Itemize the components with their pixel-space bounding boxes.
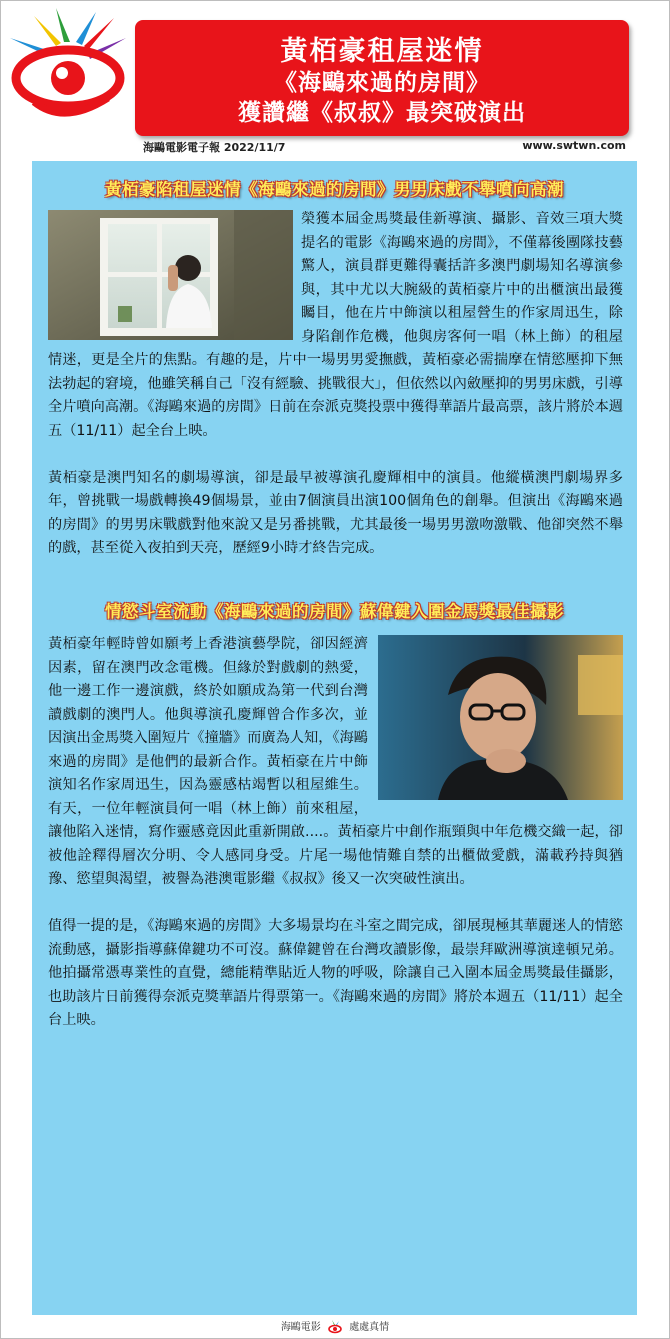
- section-1-paragraph-2: 黃栢豪是澳門知名的劇場導演，卻是最早被導演孔慶輝相中的演員。他縱橫澳門劇場界多年，曾挑戰一場戲轉換49個場景，並由7個演員出演100個角色的創舉。但演出《海鷗來過的房間》的男男床戰戲對他來說又是另番挑戰，尤其最後一場男男激吻激戰、他卻突然不舉的戲，甚至從入夜拍到天亮，歷經9小時才終告完成。: [48, 469, 623, 556]
- seagull-eye-logo: [4, 2, 134, 127]
- title-line-3: 獲讚繼《叔叔》最突破演出: [238, 100, 526, 126]
- headline-1: 黃栢豪陷租屋迷情《海鷗來過的房間》男男床戲不舉噴向高潮: [105, 180, 564, 199]
- title-line-2: 《海鷗來過的房間》: [274, 70, 490, 96]
- section-2: [48, 633, 623, 1056]
- footer-brand-left: 海鷗電影: [280, 1322, 321, 1333]
- section-2-paragraph-2: 值得一提的是，《海鷗來過的房間》大多場景均在斗室之間完成，卻展現極其華麗迷人的情慾流動感，攝影指導蘇偉鍵功不可沒。蘇偉鍵曾在台灣攻讀影像，最崇拜歐洲導演達頓兄弟。他拍攝常憑專業性的直覺，總能精準貼近人物的呼吸，除讓自己入圍本屆金馬獎最佳攝影，也助該片日前獲得奈派克獎華語片得票第一。《海鷗來過的房間》將於本週五（11/11）起全台上映。: [48, 918, 623, 1028]
- footer: [0, 1318, 670, 1334]
- publisher-date: 海鷗電影電子報 2022/11/7: [143, 141, 286, 154]
- portrait-photo: [378, 635, 623, 800]
- footer-logo-icon: [327, 1320, 343, 1334]
- headline-2: 情慾斗室流動《海鷗來過的房間》蘇偉鍵入圍金馬獎最佳攝影: [105, 602, 564, 621]
- article-panel: [32, 161, 637, 1315]
- window-photo: [48, 210, 293, 340]
- section-1-paragraph-1: 榮獲本屆金馬獎最佳新導演、攝影、音效三項大獎提名的電影《海鷗來過的房間》，不僅幕後團隊技藝驚人，演員群更難得囊括許多澳門劇場知名導演參與，其中尤以大腕級的黃栢豪片中的出櫃演出最獲矚目，他在片中飾演以租屋營生的作家周迅生，除身陷創作危機，他與房客何一唱（林上飾）的租屋情迷，更是全片的焦點。有趣的是，片中一場男男愛撫戲，黃栢豪必需揣摩在情慾壓抑下無法勃起的窘境，他雖笑稱自己「沒有經驗、挑戰很大」，但依然以內斂壓抑的男男床戲，引導全片噴向高潮。《海鷗來過的房間》日前在奈派克獎投票中獲得華語片最高票，該片將於本週五（11/11）起全台上映。: [48, 211, 623, 439]
- title-line-1: 黃栢豪租屋迷情: [280, 36, 484, 67]
- section-1: [48, 208, 623, 584]
- footer-brand-right: 處處真情: [349, 1322, 390, 1333]
- title-banner: [135, 20, 629, 136]
- website-link[interactable]: www.swtwn.com: [522, 139, 626, 152]
- section-2-paragraph-1: 黃栢豪年輕時曾如願考上香港演藝學院，卻因經濟因素，留在澳門改念電機。但緣於對戲劇的熱愛，他一邊工作一邊演戲，終於如願成為第一代到台灣讀戲劇的澳門人。他與導演孔慶輝曾合作多次，並因演出金馬獎入圍短片《撞牆》而廣為人知，《海鷗來過的房間》是他們的最新合作。黃栢豪在片中飾演知名作家周迅生，因為靈感枯竭暫以租屋維生。有天，一位年輕演員何一唱（林上飾）前來租屋，讓他陷入迷情，寫作靈感竟因此重新開啟....。黃栢豪片中創作瓶頸與中年危機交織一起，卻被他詮釋得層次分明、令人感同身受。片尾一場他情難自禁的出櫃做愛戲，滿載矜持與猶豫、慾望與渴望，被譽為港澳電影繼《叔叔》後又一次突破性演出。: [48, 636, 623, 887]
